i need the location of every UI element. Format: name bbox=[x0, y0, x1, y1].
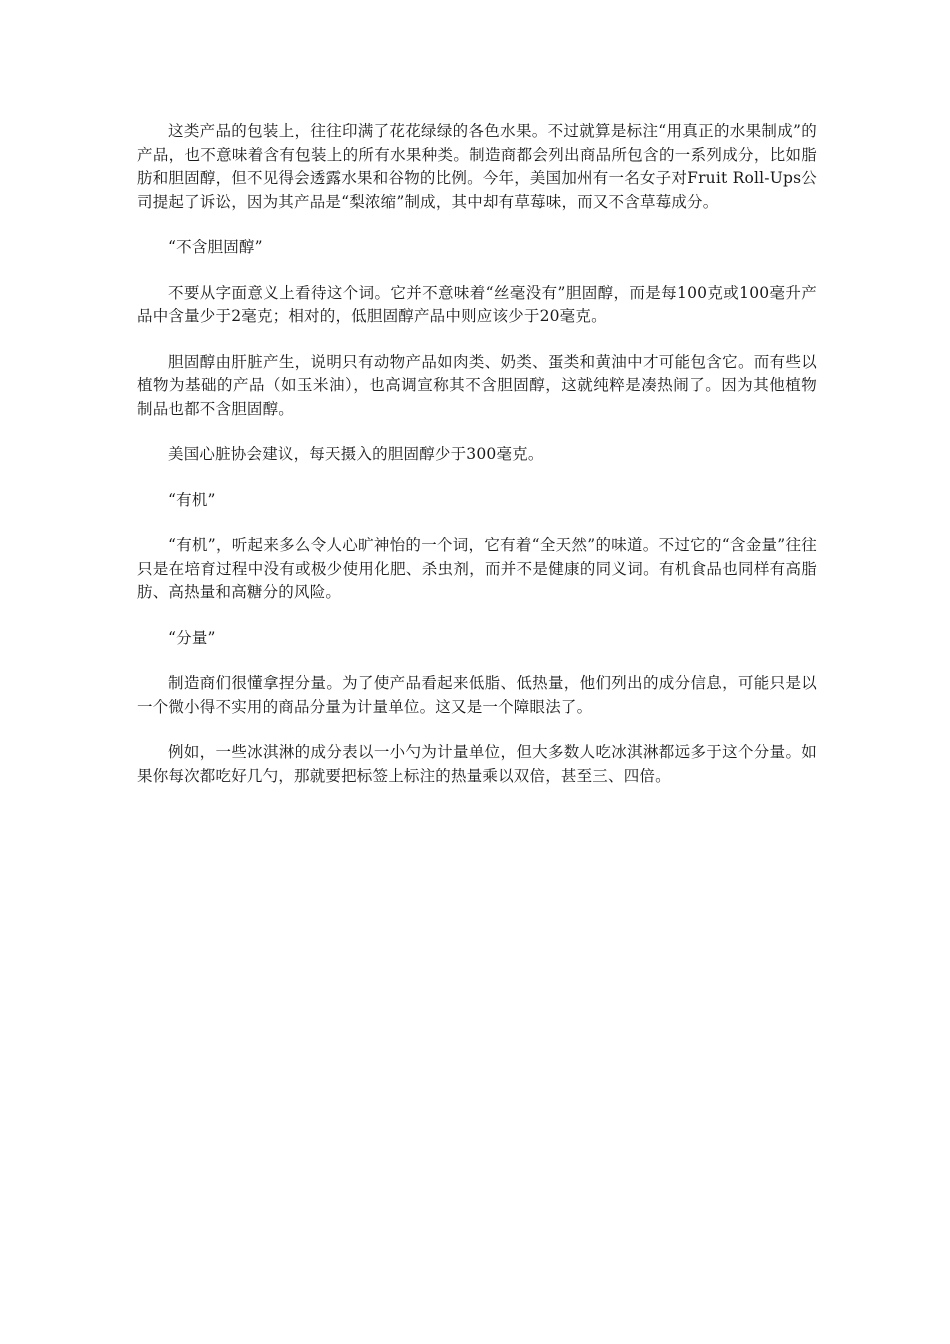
paragraph-heart-association: 美国心脏协会建议，每天摄入的胆固醇少于300毫克。 bbox=[168, 445, 544, 463]
heading-serving-size: “分量” bbox=[168, 628, 216, 647]
paragraph-cholesterol-source: 胆固醇由肝脏产生，说明只有动物产品如肉类、奶类、蛋类和黄油中才可能包含它。而有些以植物为基础的产品（如玉米油），也高调宣称其不含胆固醇，这就纯粹是凑热闹了。因为其他植物制品也都不含胆固醇。 bbox=[137, 352, 817, 418]
document-body bbox=[137, 120, 817, 810]
paragraph-organic: “有机”，听起来多么令人心旷神怡的一个词，它有着“全天然”的味道。不过它的“含金量”往往只是在培育过程中没有或极少使用化肥、杀虫剂，而并不是健康的同义词。有机食品也同样有高脂肪、高热量和高糖分的风险。 bbox=[137, 536, 817, 601]
paragraph-ice-cream-example: 例如，一些冰淇淋的成分表以一小勺为计量单位，但大多数人吃冰淇淋都远多于这个分量。如果你每次都吃好几勺，那就要把标签上标注的热量乘以双倍，甚至三、四倍。 bbox=[137, 743, 817, 785]
paragraph-fruit-packaging: 这类产品的包装上，往往印满了花花绿绿的各色水果。不过就算是标注“用真正的水果制成”的产品，也不意味着含有包装上的所有水果种类。制造商都会列出商品所包含的一系列成分，比如脂肪和胆固醇，但不见得会透露水果和谷物的比例。今年，美国加州有一名女子对Fruit Roll-Ups公司提起了诉讼，因为其产品是“梨浓缩”制成，其中却有草莓味，而又不含草莓成分。 bbox=[137, 122, 817, 211]
heading-organic: “有机” bbox=[168, 490, 216, 509]
heading-cholesterol-free: “不含胆固醇” bbox=[168, 238, 263, 256]
paragraph-serving-size: 制造商们很懂拿捏分量。为了使产品看起来低脂、低热量，他们列出的成分信息，可能只是以一个微小得不实用的商品分量为计量单位。这又是一个障眼法了。 bbox=[137, 674, 817, 716]
paragraph-cholesterol-definition: 不要从字面意义上看待这个词。它并不意味着“丝毫没有”胆固醇，而是每100克或100毫升产品中含量少于2毫克；相对的，低胆固醇产品中则应该少于20毫克。 bbox=[137, 283, 817, 325]
